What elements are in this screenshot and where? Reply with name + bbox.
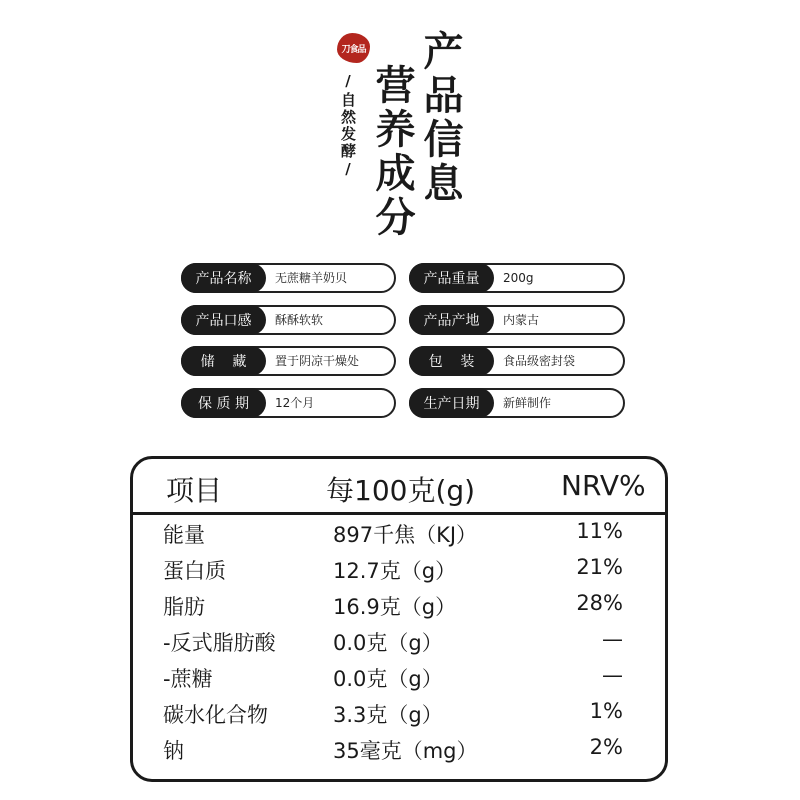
table-row [133,515,665,551]
info-label: 产品名称 [181,263,266,293]
nutrient-amount: 16.9克（g） [333,595,457,619]
nutrient-amount: 3.3克（g） [333,703,443,727]
table-row [133,695,665,731]
nutrient-nrv: 28% [576,591,623,615]
info-label: 生产日期 [409,388,494,418]
header-per-100g: 每100克(g) [326,474,476,507]
info-value: 食品级密封袋 [503,354,576,368]
nutrient-name: 碳水化合物 [163,703,268,727]
nutrient-name: 脂肪 [163,595,205,619]
table-row [133,551,665,587]
info-value: 200g [503,271,534,285]
info-pill-weight [409,263,625,293]
brand-seal: 刀食品 [337,33,370,63]
nutrient-amount: 897千焦（KJ） [333,523,478,547]
nutrient-amount: 12.7克（g） [333,559,457,583]
nutrient-amount: 35毫克（mg） [333,739,478,763]
slogan: /自然发酵/ [339,72,357,180]
info-pill-package [409,346,625,376]
nutrient-name: 能量 [163,523,205,547]
title-nutrition: 营养成分 [369,64,416,240]
info-pill-production-date [409,388,625,418]
info-pill-storage [181,346,396,376]
nutrient-name: 钠 [163,739,184,763]
table-row [133,659,665,695]
info-label: 产品重量 [409,263,494,293]
info-label: 产品产地 [409,305,494,335]
nutrient-nrv: 11% [576,519,623,543]
nutrient-name: -蔗糖 [163,667,213,691]
info-pill-shelf-life [181,388,396,418]
nutrient-nrv: 1% [589,699,623,723]
nutrient-amount: 0.0克（g） [333,631,443,655]
info-value: 无蔗糖羊奶贝 [275,271,348,285]
info-label: 储 藏 [181,346,266,376]
title-product-info: 产品信息 [417,30,464,206]
info-value: 内蒙古 [503,313,540,327]
header-nrv: NRV% [561,469,646,502]
info-value: 置于阴凉干燥处 [275,354,360,368]
table-row [133,623,665,659]
info-value: 12个月 [275,396,315,410]
nutrient-nrv: 21% [576,555,623,579]
nutrient-name: 蛋白质 [163,559,226,583]
nutrient-name: -反式脂肪酸 [163,631,276,655]
nutrient-nrv: 2% [589,735,623,759]
info-label: 包 装 [409,346,494,376]
info-label: 产品口感 [181,305,266,335]
info-label: 保 质 期 [181,388,266,418]
info-value: 酥酥软软 [275,313,324,327]
nutrition-table-header [133,459,665,515]
info-value: 新鲜制作 [503,396,552,410]
nutrition-table [130,456,668,782]
nutrient-nrv: — [602,627,623,651]
nutrient-amount: 0.0克（g） [333,667,443,691]
table-row [133,731,665,767]
info-pill-origin [409,305,625,335]
table-row [133,587,665,623]
info-pill-taste [181,305,396,335]
header-item: 项目 [166,474,223,507]
nutrient-nrv: — [602,663,623,687]
info-pill-name [181,263,396,293]
